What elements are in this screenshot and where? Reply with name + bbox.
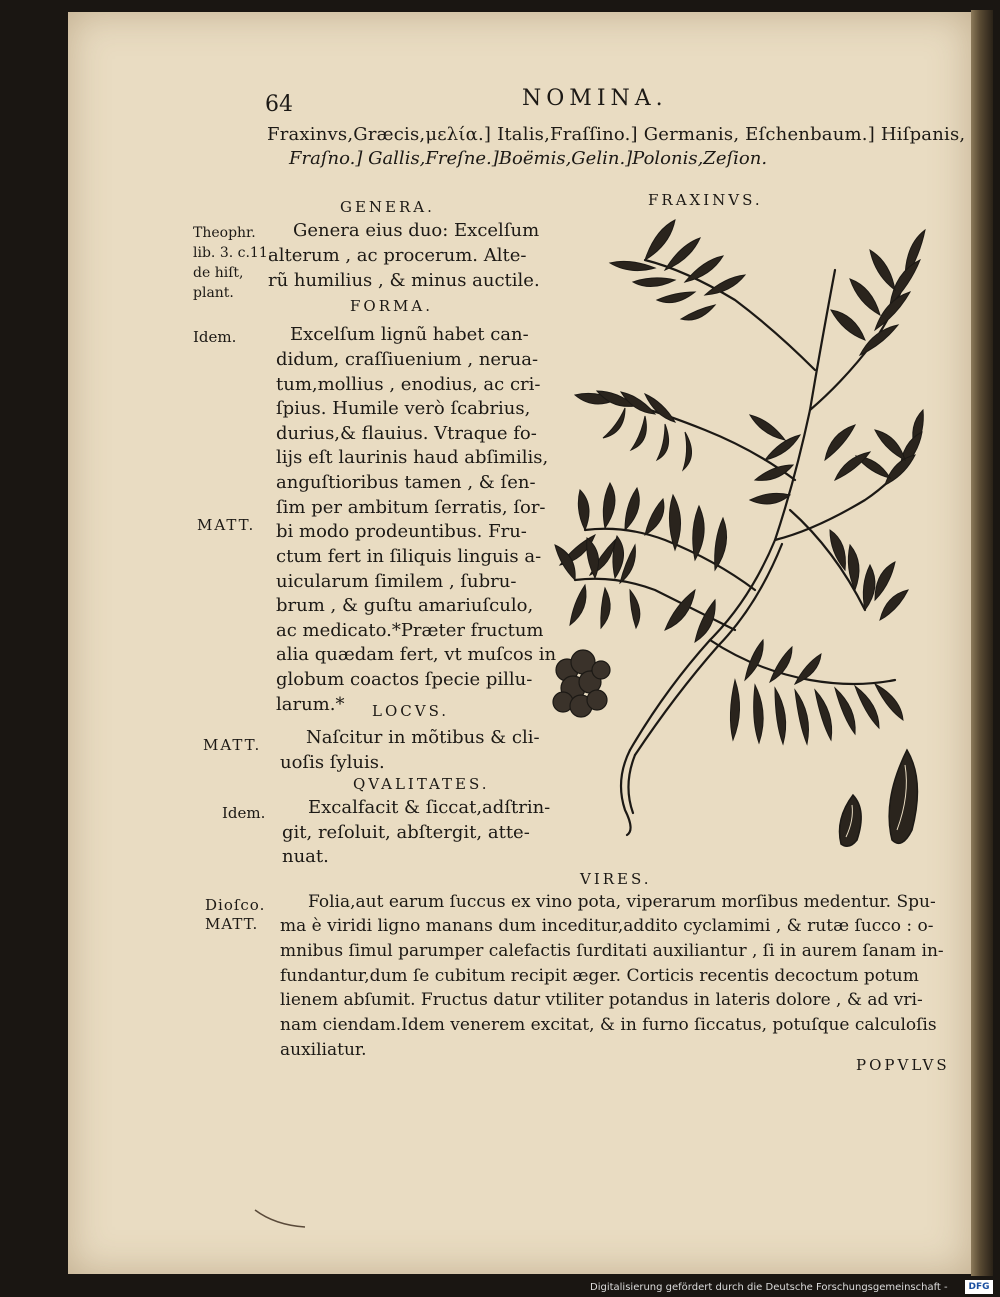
vires-line: auxiliatur. — [280, 1040, 367, 1060]
qualitates-line: nuat. — [282, 846, 329, 867]
forma-line: lijs eſt laurinis haud abſimilis, — [276, 447, 549, 468]
margin-note-matt-1: MATT. — [197, 516, 256, 534]
margin-note-idem-2: Idem. — [222, 804, 266, 822]
title-line-2: Fraſno.] Gallis,Freſne.]Boëmis,Gelin.]Polonis,Zeſion. — [289, 148, 768, 169]
catchword: POPVLVS — [856, 1056, 950, 1074]
vires-line: nam ciendam.Idem venerem excitat, & in furno ſiccatus, potuſque calculoſis — [280, 1015, 937, 1035]
margin-note-theophr: Theophr. lib. 3. c.11. de hiſt, plant. — [193, 225, 273, 301]
fraxinus-woodcut-illustration — [535, 210, 935, 865]
section-forma: FORMA. — [350, 297, 433, 315]
page-edge — [971, 10, 993, 1276]
forma-line: ſim per ambitum ſerratis, ſor- — [276, 497, 546, 518]
vires-line: fundantur,dum ſe cubitum recipit æger. Corticis recentis decoctum potum — [280, 966, 919, 986]
forma-line: globum coactos ſpecie pillu- — [276, 669, 533, 690]
section-vires: VIRES. — [580, 870, 652, 888]
forma-line: larum.* — [276, 694, 345, 715]
forma-line: Excelſum lignũ habet can- — [290, 324, 529, 345]
margin-note-diosc: Dioſco. MATT. — [205, 896, 266, 933]
genera-line: rũ humilius , & minus auctile. — [268, 270, 540, 291]
vires-line: lienem abſumit. Fructus datur vtiliter potandus in lateris dolore , & ad vri- — [280, 990, 923, 1010]
forma-line: bi modo prodeuntibus. Fru- — [276, 521, 527, 542]
vires-line: ma è viridi ligno manans dum inceditur,addito cyclamimi , & rutæ ſucco : o- — [280, 916, 934, 936]
title-line-1: Fraxinvs,Græcis,μελία.] Italis,Fraſſino.] Germanis, Eſchenbaum.] Hiſpanis, — [267, 124, 966, 145]
forma-line: ſpius. Humile verò ſcabrius, — [276, 398, 531, 419]
locus-line: uoſis ſyluis. — [280, 752, 385, 773]
genera-line: Genera eius duo: Excelſum — [293, 220, 540, 241]
qualitates-line: Excalfacit & ſiccat,adſtrin- — [308, 797, 551, 818]
vires-line: mnibus ſimul parumper calefactis ſurditati auxiliantur , ſi in aurem ſanam in- — [280, 941, 944, 961]
illustration-caption: FRAXINVS. — [648, 191, 763, 209]
margin-note-idem-1: Idem. — [193, 328, 237, 346]
digitization-credit: Digitalisierung gefördert durch die Deutsche Forschungsgemeinschaft - — [590, 1282, 948, 1293]
forma-line: anguſtioribus tamen , & ſen- — [276, 472, 536, 493]
forma-line: didum, craſſiuenium , nerua- — [276, 349, 539, 370]
forma-line: ac medicato.*Præter fructum — [276, 620, 544, 641]
running-title: NOMINA. — [522, 86, 668, 111]
section-genera: GENERA. — [340, 198, 435, 216]
page-number: 64 — [265, 92, 293, 117]
forma-line: brum , & guſtu amariuſculo, — [276, 595, 534, 616]
forma-line: tum,mollius , enodius, ac cri- — [276, 374, 541, 395]
forma-line: uicularum ſimilem , ſubru- — [276, 571, 517, 592]
locus-line: Naſcitur in mõtibus & cli- — [306, 727, 540, 748]
forma-line: ctum fert in ſiliquis linguis a- — [276, 546, 542, 567]
section-locus: LOCVS. — [372, 702, 450, 720]
vires-line: Folia,aut earum ſuccus ex vino pota, viperarum morſibus medentur. Spu- — [308, 892, 936, 912]
section-qualitates: QVALITATES. — [353, 775, 490, 793]
margin-note-matt-2: MATT. — [203, 736, 262, 754]
genera-line: alterum , ac procerum. Alte- — [268, 245, 527, 266]
dfg-logo: DFG — [965, 1280, 993, 1294]
qualitates-line: git, reſoluit, abſtergit, atte- — [282, 822, 530, 843]
pen-mark — [250, 1205, 310, 1235]
forma-line: alia quædam fert, vt muſcos in — [276, 644, 557, 665]
forma-line: durius,& flauius. Vtraque fo- — [276, 423, 537, 444]
